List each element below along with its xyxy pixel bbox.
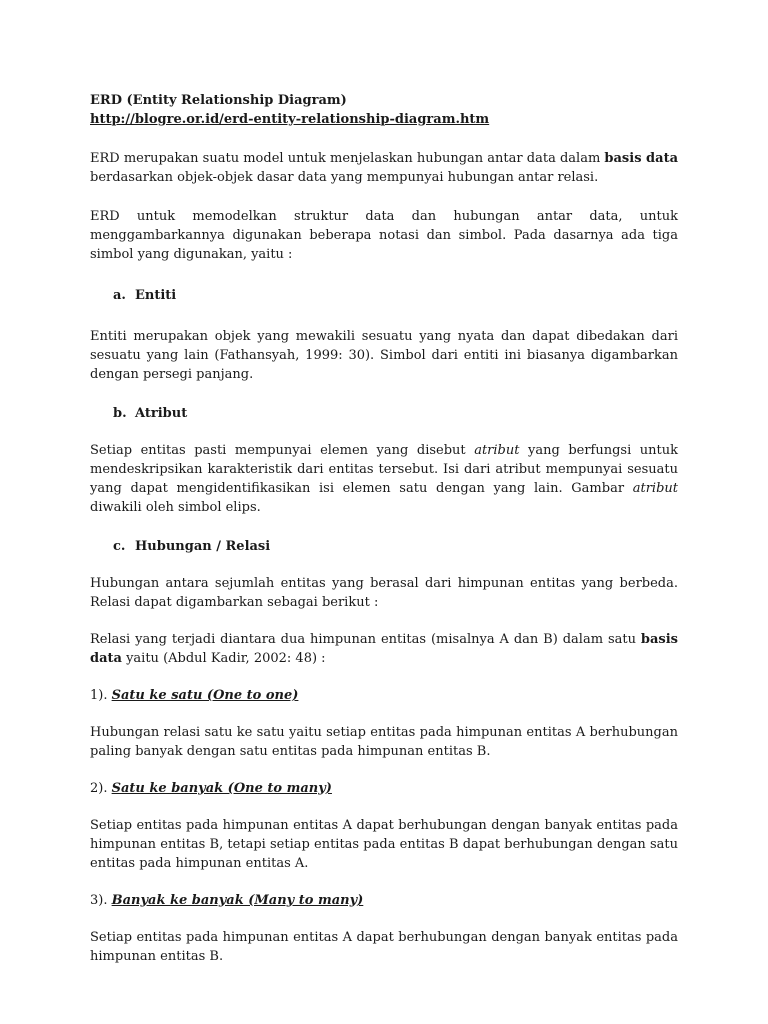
source-link[interactable]: http://blogre.or.id/erd-entity-relationship-diagram.htm — [90, 112, 490, 127]
section-heading-relasi — [90, 537, 678, 556]
section-letter: c. — [113, 539, 126, 554]
relation-heading-many-to-many — [90, 891, 678, 910]
document-title: ERD (Entity Relationship Diagram) — [90, 93, 347, 108]
section-heading-atribut — [90, 404, 678, 423]
term-atribut: atribut — [474, 443, 520, 458]
document-page — [90, 91, 678, 966]
relation-heading-one-to-one — [90, 686, 678, 705]
relation-number: 1). — [90, 688, 112, 703]
paragraph-erd-definition: ERD merupakan suatu model untuk menjelaskan hubungan antar data dalam basis data berdasarkan objek-objek dasar data yang mempunyai hubungan antar relasi. — [90, 151, 678, 185]
paragraph-many-to-many: Setiap entitas pada himpunan entitas A dapat berhubungan dengan banyak entitas pada himpunan entitas B. — [90, 930, 678, 964]
term-atribut: atribut — [632, 481, 678, 496]
paragraph-one-to-one: Hubungan relasi satu ke satu yaitu setiap entitas pada himpunan entitas A berhubungan paling banyak dengan satu entitas pada himpunan entitas B. — [90, 725, 678, 759]
term-basis-data: basis data — [604, 151, 678, 166]
section-letter: b. — [113, 406, 127, 421]
relation-number: 3). — [90, 893, 112, 908]
relation-label: Satu ke banyak (One to many) — [111, 781, 332, 796]
section-label: Entiti — [135, 288, 177, 303]
relation-label: Satu ke satu (One to one) — [111, 688, 299, 703]
term-basis-data: basis data — [90, 632, 678, 666]
paragraph-one-to-many: Setiap entitas pada himpunan entitas A dapat berhubungan dengan banyak entitas pada himpunan entitas B, tetapi setiap entitas pada entitas B dapat berhubungan dengan satu entitas pada himpunan entitas A. — [90, 818, 678, 871]
paragraph-relasi-types: Relasi yang terjadi diantara dua himpunan entitas (misalnya A dan B) dalam satu basis data yaitu (Abdul Kadir, 2002: 48) : — [90, 632, 678, 666]
relation-heading-one-to-many — [90, 779, 678, 798]
section-label: Atribut — [135, 406, 188, 421]
relation-label: Banyak ke banyak (Many to many) — [111, 893, 364, 908]
paragraph-relasi: Hubungan antara sejumlah entitas yang berasal dari himpunan entitas yang berbeda. Relasi dapat digambarkan sebagai berikut : — [90, 576, 678, 610]
section-label: Hubungan / Relasi — [135, 539, 271, 554]
paragraph-atribut: Setiap entitas pasti mempunyai elemen yang disebut atribut yang berfungsi untuk mendeskripsikan karakteristik dari entitas tersebut. Isi dari atribut mempunyai sesuatu yang dapat mengidentifikasikan isi elemen satu dengan yang lain. Gambar atribut diwakili oleh simbol elips. — [90, 443, 679, 515]
paragraph-erd-notation: ERD untuk memodelkan struktur data dan hubungan antar data, untuk menggambarkannya digunakan beberapa notasi dan simbol. Pada dasarnya ada tiga simbol yang digunakan, yaitu : — [90, 209, 678, 262]
paragraph-entiti: Entiti merupakan objek yang mewakili sesuatu yang nyata dan dapat dibedakan dari sesuatu yang lain (Fathansyah, 1999: 30). Simbol dari entiti ini biasanya digambarkan dengan persegi panjang. — [90, 329, 678, 382]
section-letter: a. — [113, 288, 126, 303]
relation-number: 2). — [90, 781, 112, 796]
section-heading-entiti — [90, 286, 678, 305]
